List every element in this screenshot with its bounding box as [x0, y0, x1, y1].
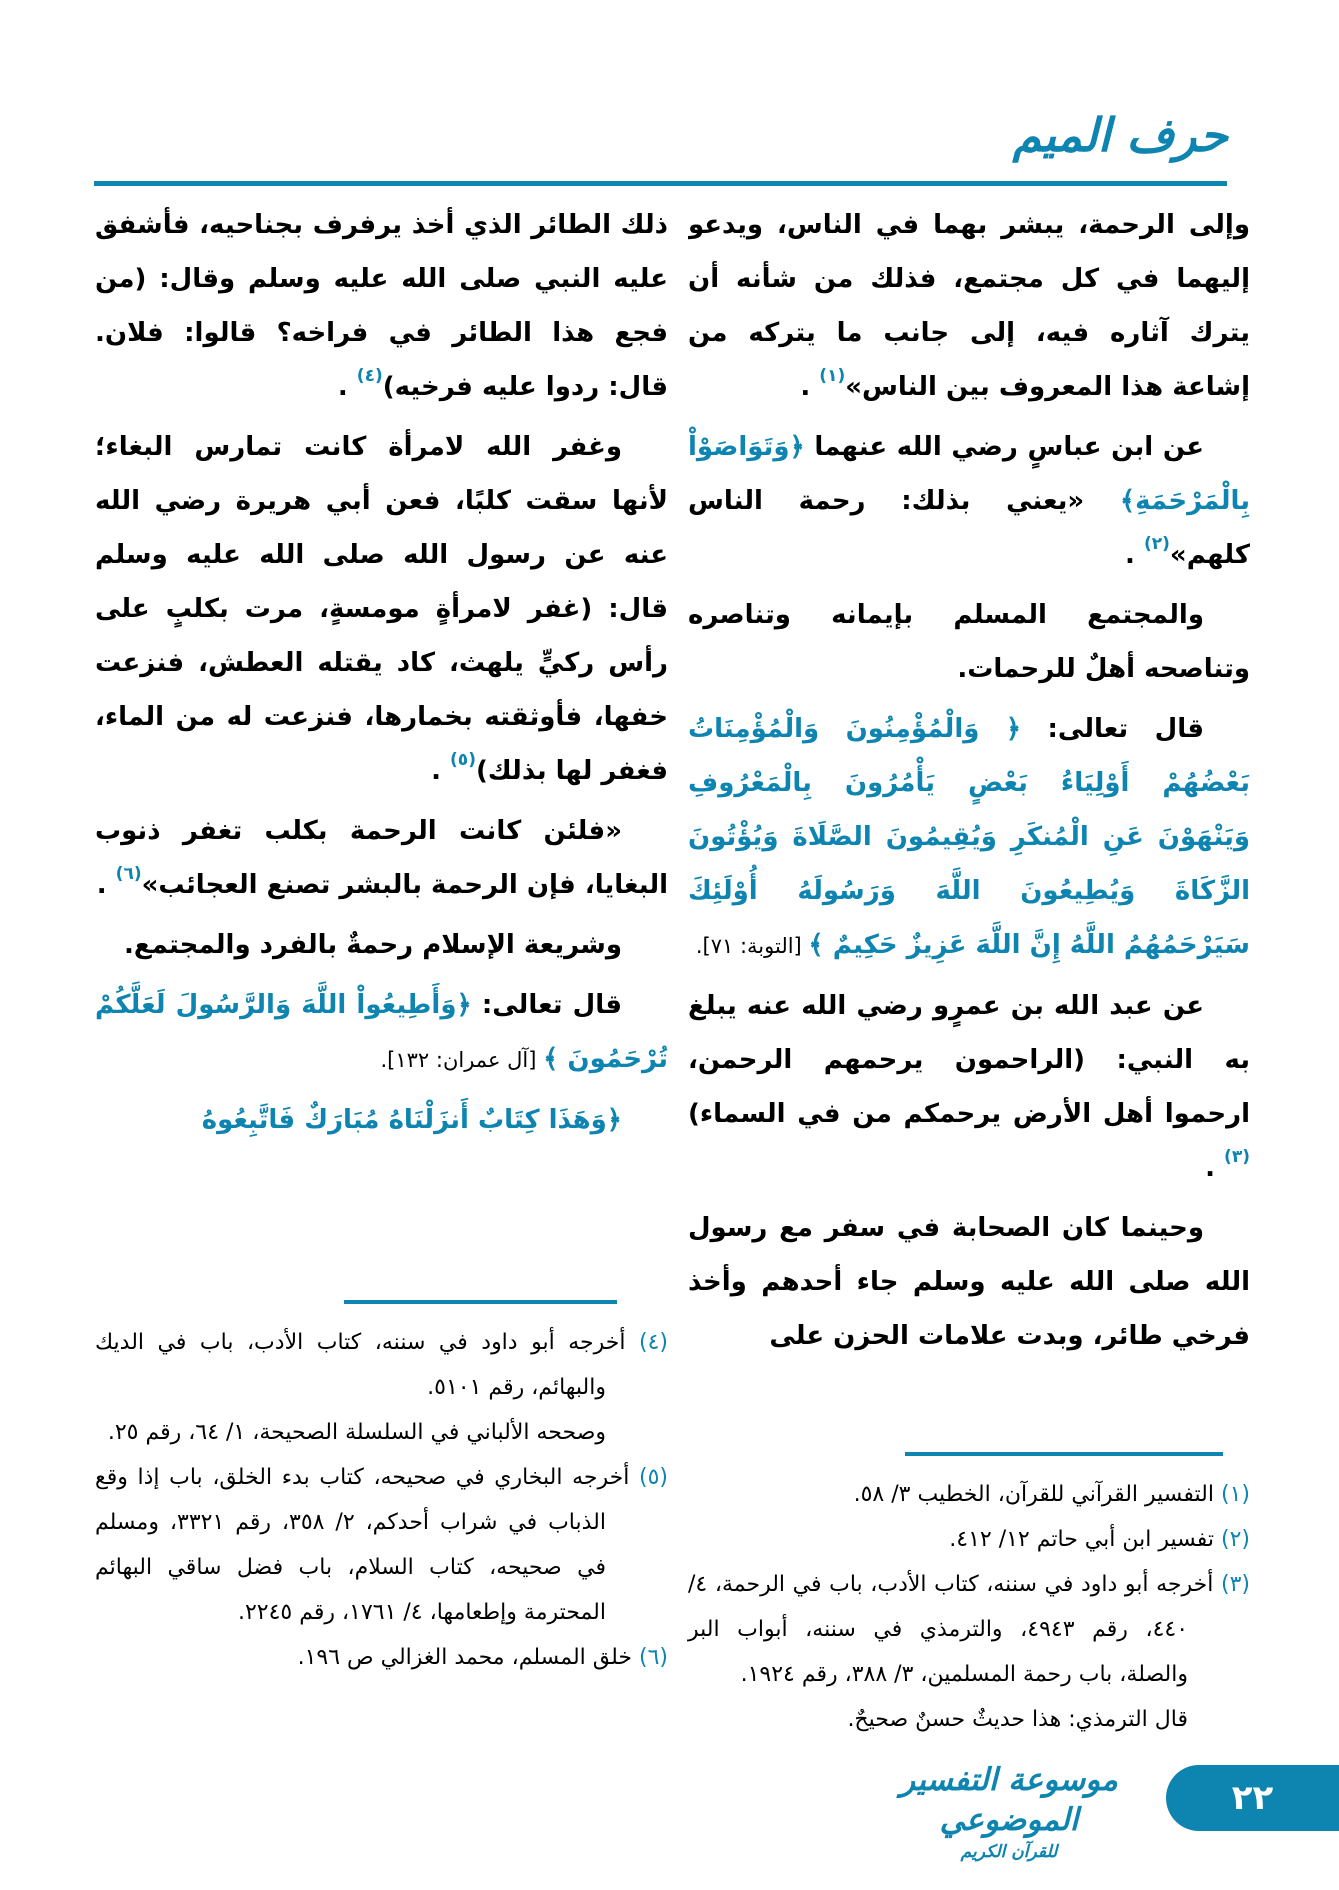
footnote-ref: (٢) [1143, 534, 1170, 554]
footnote-ref: (٣) [1224, 1147, 1250, 1167]
footnote-number: (٦) [632, 1645, 668, 1670]
body-text: ذلك الطائر الذي أخذ يرفرف بجناحيه، فأشفق عليه النبي صلى الله عليه وسلم وقال: (من فجع هذا الطائر في فراخه؟ قالوا: فلان. قال: ردوا عليه فرخيه) [95, 210, 668, 402]
body-text: «يعني بذلك: رحمة الناس كلهم» [688, 486, 1250, 570]
body-text: وحينما كان الصحابة في سفر مع رسول الله صلى الله عليه وسلم جاء أحدهم وأخذ فرخي طائر، وبدت علامات الحزن على [688, 1213, 1250, 1351]
footnote [688, 1562, 1250, 1742]
section-title: حرف الميم [1012, 108, 1228, 162]
footnote-text: وصححه الألباني في السلسلة الصحيحة، ١/ ٦٤، رقم ٢٥. [107, 1420, 606, 1445]
footnote-number: (٥) [629, 1465, 669, 1490]
footnote [95, 1320, 668, 1455]
paragraph [688, 979, 1250, 1195]
body-text: . [800, 372, 820, 402]
footnote-separator [344, 1300, 617, 1304]
footnote-ref: (٥) [450, 750, 476, 770]
body-text: عن ابن عباسٍ رضي الله عنهما [804, 432, 1204, 462]
header-rule [94, 181, 1227, 186]
body-text: وشريعة الإسلام رحمةٌ بالفرد والمجتمع. [123, 930, 622, 960]
paragraph [688, 198, 1250, 414]
footnote [95, 1635, 668, 1680]
footnote-number: (٣) [1213, 1572, 1251, 1597]
footnote-text: التفسير القرآني للقرآن، الخطيب ٣/ ٥٨. [853, 1482, 1214, 1507]
page-number-badge: ٢٢ [1166, 1765, 1339, 1831]
paragraph [95, 978, 668, 1087]
footnote-separator [905, 1452, 1223, 1456]
footnote [688, 1517, 1250, 1562]
paragraph [688, 420, 1250, 582]
left-column [95, 198, 668, 1294]
footnote-text: أخرجه البخاري في صحيحه، كتاب بدء الخلق، باب إذا وقع الذباب في شراب أحدكم، ٢/ ٣٥٨، رقم ٣٣٢١، ومسلم في صحيحه، كتاب السلام، باب فضل ساقي البهائم المحترمة وإطعامها، ٤/ ١٧٦١، رقم ٢٢٤٥. [95, 1465, 630, 1625]
paragraph [95, 198, 668, 414]
right-footnotes [688, 1452, 1250, 1742]
footnote-text: تفسير ابن أبي حاتم ١٢/ ٤١٢. [949, 1527, 1214, 1552]
quran-verse: ﴿وَتَوَاصَوْاْ بِالْمَرْحَمَةِ﴾ [688, 432, 1250, 516]
footnote-text: قال الترمذي: هذا حديثٌ حسنٌ صحيحٌ. [847, 1707, 1188, 1732]
body-text: . [96, 870, 116, 900]
paragraph [688, 588, 1250, 696]
quran-verse: ﴿وَأَطِيعُواْ اللَّهَ وَالرَّسُولَ لَعَلَّكُمْ تُرْحَمُونَ ﴾ [95, 990, 668, 1074]
footnote-text: أخرجه أبو داود في سننه، كتاب الأدب، باب في الديك والبهائم، رقم ٥١٠١. [95, 1330, 626, 1400]
footnote-number: (٢) [1214, 1527, 1250, 1552]
quran-verse: ﴿وَهَذَا كِتَابٌ أَنزَلْنَاهُ مُبَارَكٌ فَاتَّبِعُوهُ [201, 1105, 622, 1135]
paragraph [95, 1093, 668, 1147]
quran-verse: ﴿ وَالْمُؤْمِنُونَ وَالْمُؤْمِنَاتُ بَعْضُهُمْ أَوْلِيَاءُ بَعْضٍ يَأْمُرُونَ بِالْمَعْرُوفِ وَيَنْهَوْنَ عَنِ الْمُنكَرِ وَيُقِيمُونَ الصَّلَاةَ وَيُؤْتُونَ الزَّكَاةَ وَيُطِيعُونَ اللَّهَ وَرَسُولَهُ أُوْلَئِكَ سَيَرْحَمُهُمُ اللَّهُ إِنَّ اللَّهَ عَزِيزٌ حَكِيمٌ ﴾ [688, 714, 1250, 960]
paragraph [688, 702, 1250, 973]
footnote [688, 1472, 1250, 1517]
verse-source: [التوبة: ٧١]. [695, 934, 809, 958]
publisher-logo [859, 1760, 1159, 1864]
body-text: . [1205, 1153, 1225, 1183]
paragraph [95, 918, 668, 972]
body-text: عن عبد الله بن عمرٍو رضي الله عنه يبلغ به النبي: (الراحمون يرحمهم الرحمن، ارحموا أهل الأرض يرحمكم من في السماء) [688, 991, 1250, 1129]
footnote-number: (٤) [625, 1330, 669, 1355]
body-text: والمجتمع المسلم بإيمانه وتناصره وتناصحه أهلٌ للرحمات. [688, 600, 1250, 684]
paragraph [95, 420, 668, 798]
right-column [688, 198, 1250, 1446]
left-column-body [95, 198, 668, 1294]
right-footnotes-list [688, 1472, 1250, 1742]
logo-title: موسوعة التفسير الموضوعي [900, 1762, 1118, 1838]
footnote-ref: (٦) [115, 864, 142, 884]
left-footnotes-list [95, 1320, 668, 1680]
body-text: «فلئن كانت الرحمة بكلب تغفر ذنوب البغايا، فإن الرحمة بالبشر تصنع العجائب» [95, 816, 668, 900]
right-column-body [688, 198, 1250, 1446]
body-text: وإلى الرحمة، يبشر بهما في الناس، ويدعو إليهما في كل مجتمع، فذلك من شأنه أن يترك آثاره فيه، إلى جانب ما يتركه من إشاعة هذا المعروف بين الناس» [688, 210, 1250, 402]
body-text: وغفر الله لامرأة كانت تمارس البغاء؛ لأنها سقت كلبًا، فعن أبي هريرة رضي الله عنه عن رسول الله صلى الله عليه وسلم قال: (غفر لامرأةٍ مومسةٍ، مرت بكلبٍ على رأس ركيٍّ يلهث، كاد يقتله العطش، فنزعت خفها، فأوثقته بخمارها، فنزعت له من الماء، فغفر لها بذلك) [95, 432, 668, 786]
footnote-ref: (١) [819, 366, 846, 386]
footnote-text: خلق المسلم، محمد الغزالي ص ١٩٦. [297, 1645, 632, 1670]
left-footnotes [95, 1300, 668, 1680]
footnote [95, 1455, 668, 1635]
paragraph [95, 804, 668, 912]
footnote-text: أخرجه أبو داود في سننه، كتاب الأدب، باب في الرحمة، ٤/ ٤٤٠، رقم ٤٩٤٣، والترمذي في سننه، أبواب البر والصلة، باب رحمة المسلمين، ٣/ ٣٨٨، رقم ١٩٢٤. [688, 1572, 1214, 1687]
body-text: قال تعالى: [471, 990, 622, 1020]
body-text: . [1125, 540, 1144, 570]
footnote-ref: (٤) [356, 366, 383, 386]
body-text: . [337, 372, 357, 402]
logo-subtitle: للقرآن الكريم [960, 1842, 1058, 1862]
paragraph [688, 1201, 1250, 1363]
body-text: . [431, 756, 451, 786]
verse-source: [آل عمران: ١٣٢]. [380, 1048, 544, 1072]
body-text: قال تعالى: [1021, 714, 1204, 744]
footnote-number: (١) [1214, 1482, 1250, 1507]
